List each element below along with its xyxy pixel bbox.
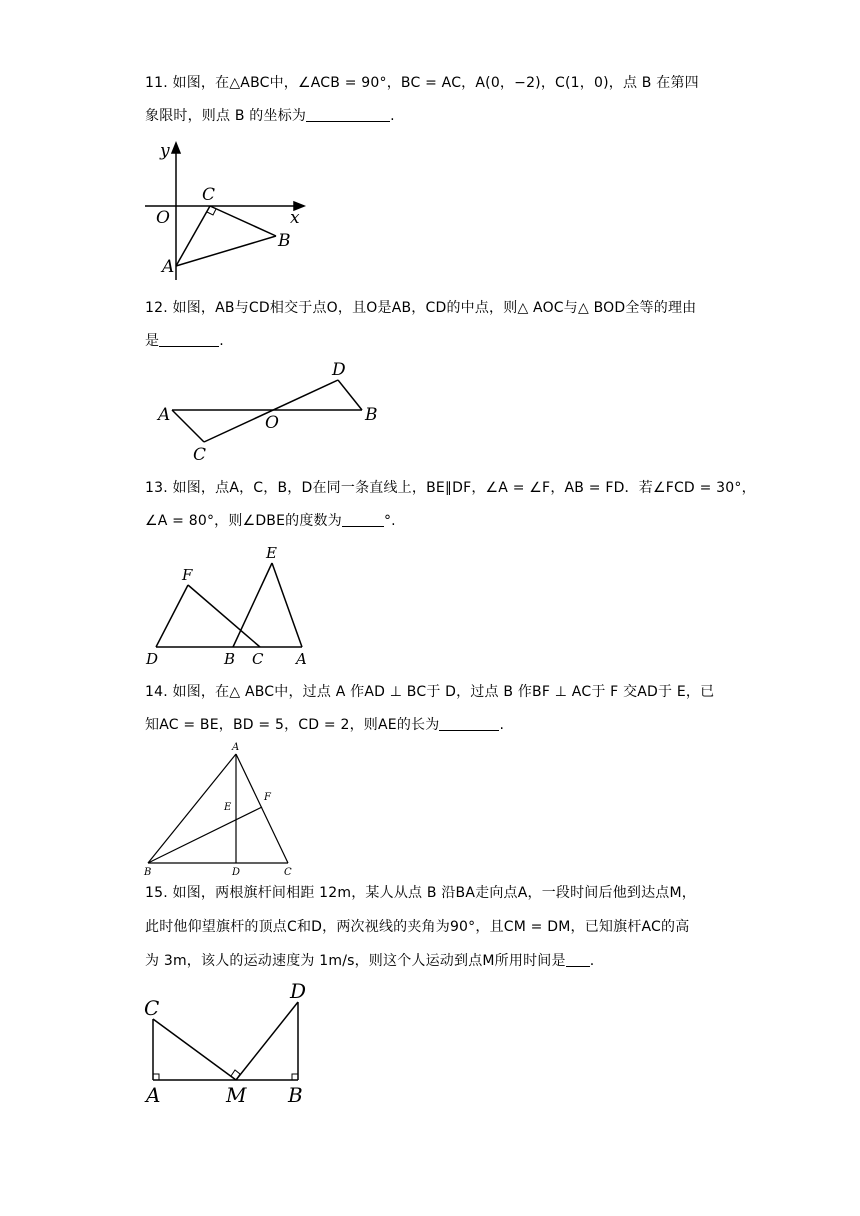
answer-blank[interactable] xyxy=(566,952,590,967)
problem-14-text-2: 知AC = BE，BD = 5，CD = 2，则AE的长为 xyxy=(145,717,440,733)
problem-13-number: 13. xyxy=(145,480,168,496)
problem-11-line-2 xyxy=(145,106,395,126)
problem-11-text-1: 如图，在△ABC中，∠ACB = 90°，BC = AC，A(0，−2)，C(1，0)，点 B 在第四 xyxy=(172,75,699,91)
problem-11-tail: . xyxy=(390,108,395,124)
problem-14-line-1 xyxy=(145,682,714,702)
label-B: B xyxy=(288,1083,303,1107)
label-O: O xyxy=(156,208,170,228)
problem-12-figure xyxy=(150,358,390,468)
label-A: A xyxy=(146,1083,161,1107)
label-A: A xyxy=(162,257,175,277)
segment-DB xyxy=(338,380,362,410)
problem-13-figure xyxy=(140,540,320,670)
problem-13-line-2 xyxy=(145,511,396,531)
label-D: D xyxy=(232,867,241,878)
problem-15-number: 15. xyxy=(145,885,168,901)
label-C: C xyxy=(202,185,216,205)
segment-DF xyxy=(156,585,188,647)
label-y: y xyxy=(160,141,170,161)
sightline-MD xyxy=(236,1002,298,1080)
label-B: B xyxy=(224,650,236,668)
segment-EA xyxy=(272,563,302,647)
problem-15-line-1 xyxy=(145,883,696,903)
right-angle-mark-A xyxy=(153,1074,159,1080)
label-D: D xyxy=(290,979,307,1003)
label-O: O xyxy=(265,413,279,433)
problem-15-text-2: 此时他仰望旗杆的顶点C和D，两次视线的夹角为90°，且CM = DM，已知旗杆AC的高 xyxy=(145,919,690,935)
problem-13-line-1 xyxy=(145,478,756,498)
problem-14-tail: . xyxy=(499,717,505,733)
segment-BE xyxy=(233,563,272,647)
label-F: F xyxy=(264,792,271,803)
problem-15-line-2 xyxy=(145,917,689,937)
answer-blank[interactable] xyxy=(159,332,219,347)
problem-14-line-2 xyxy=(145,715,504,735)
label-x: x xyxy=(290,208,300,228)
segment-CB xyxy=(210,206,276,236)
label-A: A xyxy=(296,650,307,668)
problem-12-line-1 xyxy=(145,298,696,318)
label-C: C xyxy=(252,650,264,668)
problem-15-text-1: 如图，两根旗杆间相距 12m，某人从点 B 沿BA走向点A，一段时间后他到达点M， xyxy=(172,885,696,901)
problem-13-text-2: ∠A = 80°，则∠DBE的度数为 xyxy=(145,513,342,529)
right-angle-mark-M xyxy=(231,1070,240,1080)
label-E: E xyxy=(224,802,232,813)
problem-13-text-1: 如图，点A，C，B，D在同一条直线上，BE∥DF，∠A = ∠F，AB = FD．若∠FCD = 30°， xyxy=(172,480,756,496)
segment-FC xyxy=(188,585,260,647)
label-D: D xyxy=(146,650,159,668)
label-B: B xyxy=(144,867,152,878)
label-F: F xyxy=(182,566,193,584)
label-B: B xyxy=(278,231,291,251)
segment-AC xyxy=(172,410,204,442)
problem-15-line-3 xyxy=(145,951,594,971)
sightline-CM xyxy=(153,1019,236,1080)
label-E: E xyxy=(266,544,277,562)
problem-12-text-1: 如图，AB与CD相交于点O，且O是AB，CD的中点，则△ AOC与△ BOD全等的理由 xyxy=(172,300,697,316)
problem-14-number: 14. xyxy=(145,684,168,700)
label-C: C xyxy=(193,445,207,465)
label-D: D xyxy=(332,360,346,380)
problem-11-figure xyxy=(140,140,310,285)
problem-15-tail: . xyxy=(589,953,595,969)
problem-12-number: 12. xyxy=(145,300,168,316)
answer-blank[interactable] xyxy=(439,716,499,731)
segment-BF xyxy=(148,807,262,863)
problem-14-text-1: 如图，在△ ABC中，过点 A 作AD ⊥ BC于 D，过点 B 作BF ⊥ AC于 F 交AD于 E，已 xyxy=(172,684,715,700)
answer-blank[interactable] xyxy=(342,512,384,527)
segment-BA xyxy=(148,754,236,863)
label-M: M xyxy=(226,1083,247,1107)
label-C: C xyxy=(144,996,160,1020)
problem-11-number: 11. xyxy=(145,75,168,91)
problem-13-tail: °. xyxy=(383,513,396,529)
answer-blank[interactable] xyxy=(306,107,390,122)
problem-11-line-1 xyxy=(145,73,699,93)
problem-12-tail: . xyxy=(219,333,224,349)
label-C: C xyxy=(284,867,292,878)
right-angle-mark-B xyxy=(292,1074,298,1080)
problem-12-text-2: 是 xyxy=(145,333,160,349)
problem-14-figure xyxy=(140,740,300,880)
segment-AC xyxy=(236,754,288,863)
problem-15-text-3: 为 3m，该人的运动速度为 1m/s，则这个人运动到点M所用时间是 xyxy=(145,953,566,969)
label-B: B xyxy=(365,405,378,425)
y-axis-arrow xyxy=(172,143,180,153)
problem-11-text-2: 象限时，则点 B 的坐标为 xyxy=(145,108,307,124)
problem-15-figure xyxy=(140,978,320,1108)
label-A: A xyxy=(232,742,240,753)
label-A: A xyxy=(158,405,171,425)
problem-12-line-2 xyxy=(145,331,224,351)
